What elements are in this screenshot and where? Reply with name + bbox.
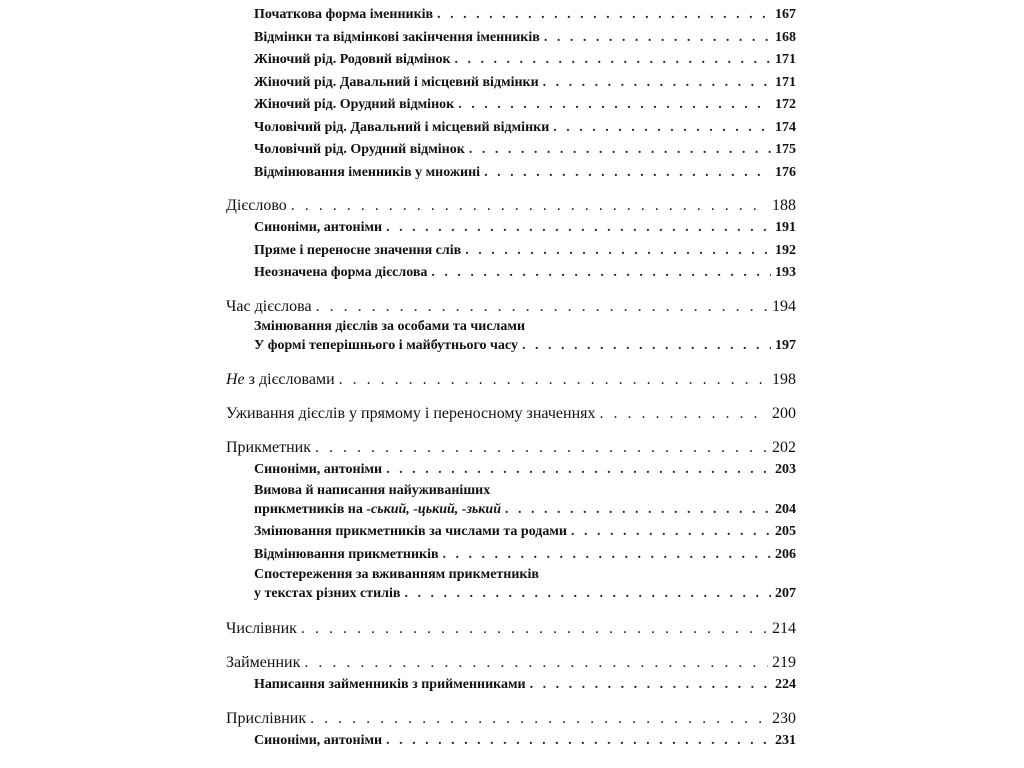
toc-leader-dots <box>600 403 768 425</box>
toc-leader-dots <box>522 335 771 358</box>
toc-leader-dots <box>530 674 771 697</box>
toc-leader-dots <box>505 499 771 522</box>
toc-page-number: 205 <box>775 524 796 539</box>
toc-page-number: 230 <box>772 710 796 727</box>
toc-entry[interactable] <box>226 94 796 117</box>
toc-leader-dots <box>543 72 771 95</box>
toc-page-number: 204 <box>775 501 796 517</box>
toc-section-adverb[interactable] <box>226 708 796 730</box>
toc-entry-line1[interactable] <box>226 566 796 583</box>
toc-page-number: 171 <box>775 52 796 67</box>
toc-section-title: Час дієслова <box>226 297 312 315</box>
toc-page-number: 231 <box>775 733 796 748</box>
toc-entry[interactable] <box>226 499 796 522</box>
toc-section-adjective[interactable] <box>226 437 796 459</box>
toc-entry-title: Вимова й написання найуживаніших <box>254 482 491 498</box>
toc-section-title: Дієслово <box>226 197 287 214</box>
toc-entry[interactable] <box>226 117 796 140</box>
toc-italic-ne: Не <box>226 371 245 388</box>
toc-entry-title: Змінювання прикметників за числами та родами <box>254 524 567 539</box>
toc-entry[interactable] <box>226 162 796 185</box>
toc-entry[interactable] <box>226 27 796 50</box>
toc-entry-title: Спостереження за вживанням прикметників <box>254 567 539 582</box>
toc-page-number: 192 <box>775 242 796 258</box>
toc-entry[interactable] <box>226 72 796 95</box>
toc-page-number: 191 <box>775 220 796 235</box>
toc-entry-title: Жіночий рід. Орудний відмінок <box>254 97 455 112</box>
toc-section-title: Уживання дієслів у прямому і переносному значеннях <box>226 405 596 422</box>
toc-section-numeral[interactable] <box>226 618 796 640</box>
toc-page-number: 175 <box>775 142 796 157</box>
toc-leader-dots <box>455 49 771 72</box>
toc-page-number: 193 <box>775 265 796 280</box>
table-of-contents <box>226 4 796 753</box>
toc-leader-dots <box>304 652 768 674</box>
toc-leader-dots <box>465 240 771 263</box>
toc-entry-title: у текстах різних стилів <box>254 586 401 601</box>
toc-entry-title: Початкова форма іменників <box>254 7 434 22</box>
toc-entry[interactable] <box>226 521 796 544</box>
toc-page-number: 167 <box>775 7 796 22</box>
toc-leader-dots <box>544 27 771 50</box>
toc-entry-title: Неозначена форма дієслова <box>254 265 428 280</box>
toc-entry-title: Пряме і переносне значення слів <box>254 242 462 258</box>
toc-section-verb[interactable] <box>226 195 796 217</box>
toc-section-ne-with-verbs[interactable] <box>226 369 796 391</box>
toc-leader-dots <box>437 4 771 27</box>
toc-entry[interactable] <box>226 583 796 606</box>
toc-page-number: 194 <box>772 297 796 315</box>
toc-entry[interactable] <box>226 544 796 567</box>
toc-page-number: 188 <box>772 197 796 214</box>
toc-leader-dots <box>316 296 768 318</box>
toc-leader-dots <box>469 139 771 162</box>
toc-entry[interactable] <box>226 262 796 285</box>
toc-page-number: 202 <box>772 439 796 456</box>
toc-section-title: Прикметник <box>226 439 312 456</box>
toc-leader-dots <box>404 583 771 606</box>
toc-entry-title-prefix: прикметників на <box>254 501 367 517</box>
toc-leader-dots <box>339 369 768 391</box>
toc-entry-title: Синоніми, антоніми <box>254 733 383 748</box>
toc-leader-dots <box>310 708 768 730</box>
toc-page-number: 207 <box>775 586 796 601</box>
toc-page-number: 219 <box>772 653 796 671</box>
toc-page-number: 214 <box>772 619 796 637</box>
toc-entry-title: Написання займенників з прийменниками <box>254 676 526 692</box>
toc-leader-dots <box>386 217 771 240</box>
toc-leader-dots <box>571 521 771 544</box>
toc-entry-line1[interactable] <box>226 318 796 335</box>
toc-page-number: 171 <box>775 74 796 90</box>
toc-page-number: 168 <box>775 29 796 45</box>
toc-section-pronoun[interactable] <box>226 652 796 674</box>
toc-page-number: 176 <box>775 164 796 180</box>
toc-entry[interactable] <box>226 674 796 697</box>
toc-section-title <box>226 369 335 391</box>
toc-page-number: 224 <box>775 676 796 692</box>
toc-leader-dots <box>553 117 771 140</box>
toc-leader-dots <box>431 262 771 285</box>
toc-entry[interactable] <box>226 217 796 240</box>
toc-entry-line1[interactable] <box>226 482 796 499</box>
toc-entry-title: Відмінки та відмінкові закінчення іменників <box>254 29 540 45</box>
toc-entry[interactable] <box>226 335 796 358</box>
toc-leader-dots <box>291 195 768 217</box>
toc-page-number: 198 <box>772 371 796 388</box>
toc-entry-title <box>254 499 501 522</box>
toc-section-title: Прислівник <box>226 710 307 727</box>
toc-entry[interactable] <box>226 4 796 27</box>
toc-section-tense[interactable] <box>226 296 796 318</box>
toc-entry-title: Відмінювання іменників у множині <box>254 164 481 180</box>
toc-page-number: 174 <box>775 119 796 135</box>
toc-entry[interactable] <box>226 49 796 72</box>
toc-page-number: 197 <box>775 337 796 353</box>
toc-italic-suffixes: -ський, -цький, -зький <box>366 501 501 517</box>
toc-leader-dots <box>458 94 771 117</box>
toc-section-title-rest: з дієсловами <box>244 371 335 388</box>
toc-entry-title: Жіночий рід. Родовий відмінок <box>254 52 451 67</box>
toc-entry-title: Відмінювання прикметників <box>254 546 439 562</box>
toc-entry[interactable] <box>226 240 796 263</box>
toc-leader-dots <box>484 162 771 185</box>
toc-section-title: Займенник <box>226 653 301 671</box>
toc-page-number: 172 <box>775 97 796 112</box>
toc-entry-title: Чоловічий рід. Давальний і місцевий відмінки <box>254 119 550 135</box>
toc-leader-dots <box>386 459 771 482</box>
toc-entry[interactable] <box>226 459 796 482</box>
toc-entry-title: Змінювання дієслів за особами та числами <box>254 318 526 334</box>
toc-entry-title: Синоніми, антоніми <box>254 220 383 235</box>
toc-entry[interactable] <box>226 139 796 162</box>
toc-leader-dots <box>443 544 771 567</box>
toc-page-number: 206 <box>775 546 796 562</box>
toc-leader-dots <box>315 437 768 459</box>
toc-entry-title: У формі теперішнього і майбутнього часу <box>254 337 518 353</box>
toc-page-number: 200 <box>772 405 796 422</box>
toc-page-number: 203 <box>775 462 796 477</box>
toc-section-verb-usage[interactable] <box>226 403 796 425</box>
toc-entry-title: Жіночий рід. Давальний і місцевий відмінки <box>254 74 539 90</box>
toc-entry-title: Синоніми, антоніми <box>254 462 383 477</box>
toc-section-title: Числівник <box>226 619 297 637</box>
toc-leader-dots <box>301 618 768 640</box>
toc-entry[interactable] <box>226 730 796 753</box>
toc-entry-title: Чоловічий рід. Орудний відмінок <box>254 142 465 157</box>
toc-leader-dots <box>386 730 771 753</box>
